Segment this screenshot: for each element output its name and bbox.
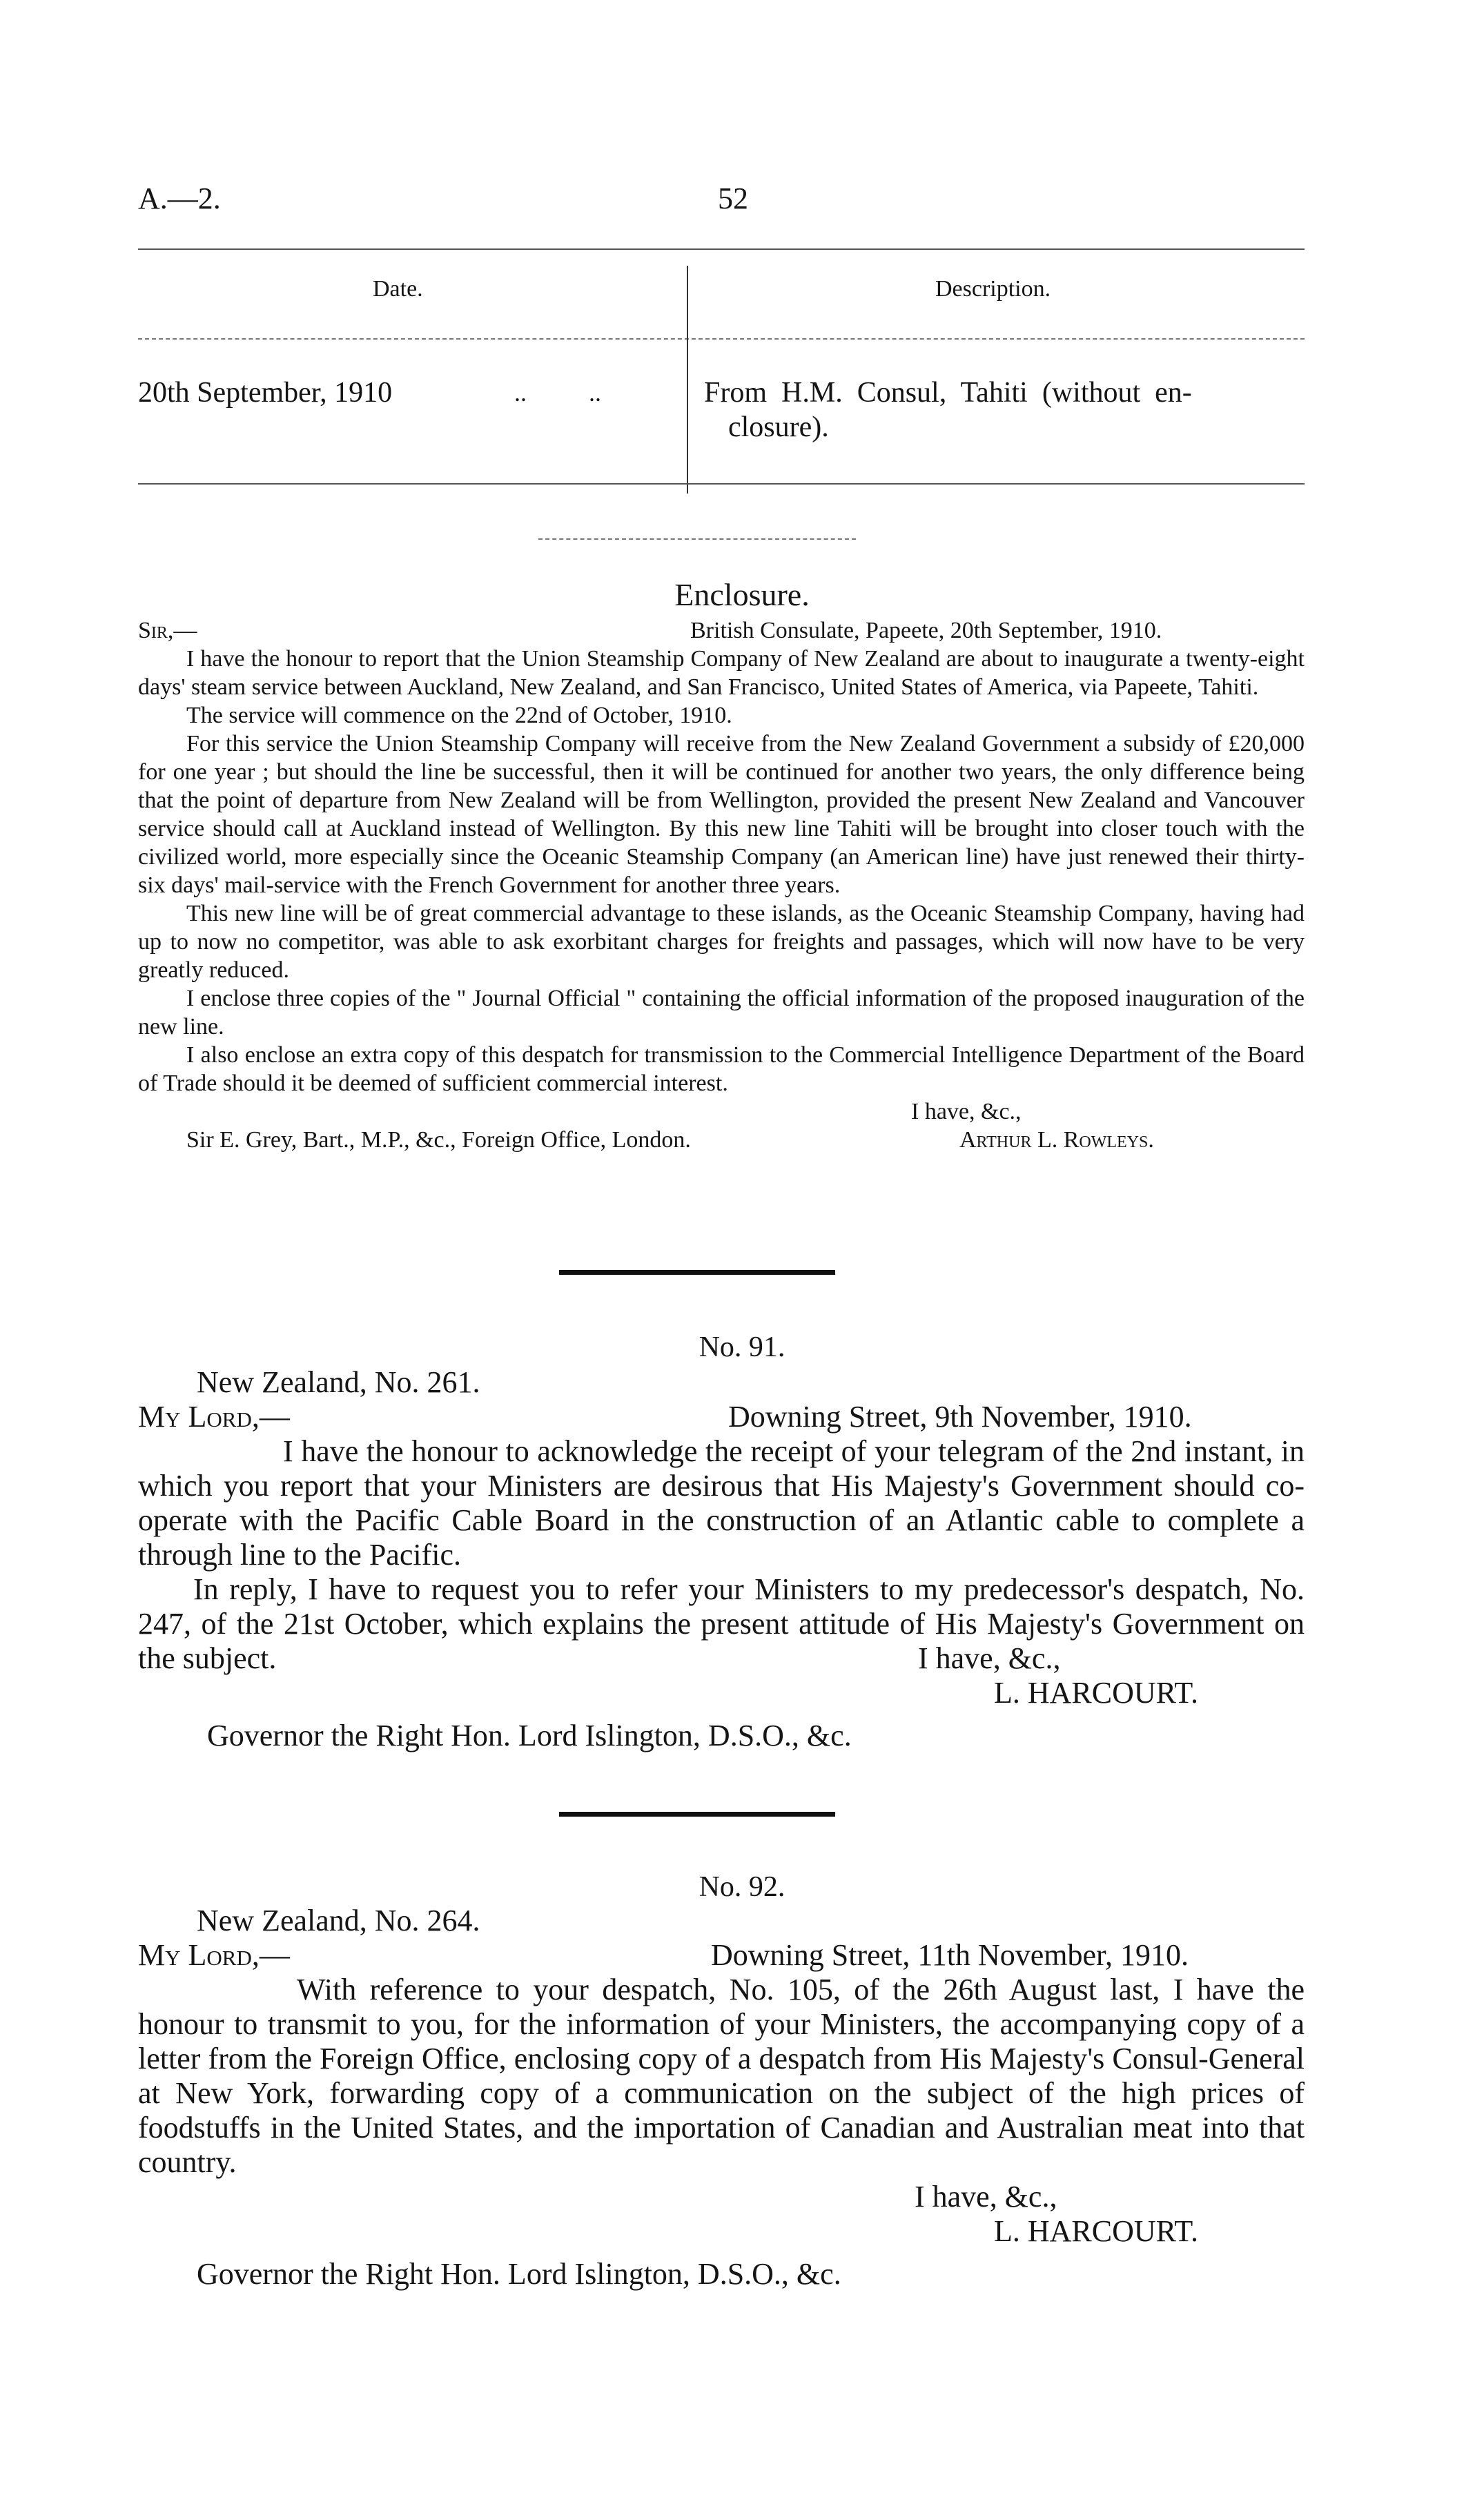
enclosure-paragraph: I have the honour to report that the Union Steamship Company of New Zealand are about to inaugurate a twenty-eight days' steam service between Auckland, New Zealand, and San Francisco, United States of America, via Papeete, Tahiti.: [138, 646, 1305, 700]
despatch-paragraph: I have the honour to acknowledge the receipt of your telegram of the 2nd instant, in which you report that your Ministers are desirous that His Majesty's Government should co-operate with the Pacific Cable Board in the construction of an Atlantic cable to complete a through line to the Pacific.: [138, 1434, 1305, 1572]
despatch-reference: New Zealand, No. 264.: [197, 1904, 480, 1937]
enclosure-addressee: Sir E. Grey, Bart., M.P., &c., Foreign Office, London.: [186, 1127, 691, 1153]
despatch-signature: L. HARCOURT.: [994, 2214, 1198, 2248]
table-header-description: Description.: [935, 276, 1051, 302]
enclosure-salutation: Sir,—: [138, 618, 197, 643]
table-cell-description-2: closure).: [728, 411, 829, 443]
despatch-body: [138, 1365, 1305, 1753]
page-number: 52: [718, 182, 748, 215]
enclosure-place-date: British Consulate, Papeete, 20th September, 1910.: [690, 618, 1162, 643]
despatch-number: No. 92.: [699, 1871, 785, 1903]
table-header-rule: [138, 338, 1305, 340]
despatch-closing: I have, &c.,: [915, 2180, 1057, 2214]
despatch-body: [138, 1904, 1305, 2292]
enclosure-heading: Enclosure.: [674, 577, 810, 612]
section-separator: [559, 1270, 835, 1275]
despatch-salutation: My Lord,—: [138, 1938, 290, 1972]
despatch-addressee: Governor the Right Hon. Lord Islington, D.S.O., &c.: [207, 1719, 852, 1752]
enclosure-paragraph: I enclose three copies of the " Journal Official " containing the official information of the proposed inauguration of the new line.: [138, 986, 1305, 1039]
table-column-divider: [687, 266, 688, 494]
table-cell-description-1: From H.M. Consul, Tahiti (without en-: [704, 377, 1192, 409]
page-ref: A.—2.: [138, 182, 221, 215]
despatch-paragraph: With reference to your despatch, No. 105, of the 26th August last, I have the honour to transmit to you, for the information of your Ministers, the accompanying copy of a letter from the Foreign Office, enclosing copy of a despatch from His Majesty's Consul-General at New York, forwarding copy of a communication on the subject of the high prices of foodstuffs in the United States, and the importation of Canadian and Australian meat into that country.: [138, 1973, 1305, 2179]
enclosure-paragraph: The service will commence on the 22nd of October, 1910.: [186, 703, 732, 728]
enclosure-paragraph: This new line will be of great commercial advantage to these islands, as the Oceanic Steamship Company, having had up to now no competitor, was able to ask exorbitant charges for freights and passages, which will now have to be very greatly reduced.: [138, 901, 1305, 983]
despatch-place-date: Downing Street, 9th November, 1910.: [728, 1400, 1192, 1434]
table-cell-leader: .. ..: [514, 379, 601, 407]
enclosure-paragraph: I also enclose an extra copy of this despatch for transmission to the Commercial Intelligence Department of the Board of Trade should it be deemed of sufficient commercial interest.: [138, 1042, 1305, 1096]
despatch-addressee: Governor the Right Hon. Lord Islington, D.S.O., &c.: [197, 2257, 841, 2291]
table-bottom-rule: [138, 483, 1305, 485]
despatch-signature: L. HARCOURT.: [994, 1676, 1198, 1710]
despatch-number: No. 91.: [699, 1331, 785, 1363]
section-separator: [559, 1812, 835, 1817]
enclosure-paragraph: For this service the Union Steamship Company will receive from the New Zealand Government a subsidy of £20,000 for one year ; but should the line be successful, then it will be continued for another two years, the only difference being that the point of departure from New Zealand will be from Wellington, provided the present New Zealand and Vancouver service should call at Auckland instead of Wellington. By this new line Tahiti will be brought into closer touch with the civilized world, more especially since the Oceanic Steamship Company (an American line) have just renewed their thirty-six days' mail-service with the French Government for another three years.: [138, 731, 1305, 898]
table-header-date: Date.: [373, 276, 423, 302]
section-divider: [538, 538, 856, 540]
despatch-paragraph: In reply, I have to request you to refer your Ministers to my predecessor's despatch, No. 247, of the 21st October, which explains the present attitude of His Majesty's Government on the subject.: [138, 1572, 1305, 1675]
despatch-closing: I have, &c.,: [918, 1641, 1061, 1675]
despatch-reference: New Zealand, No. 261.: [197, 1365, 480, 1399]
table-top-rule: [138, 248, 1305, 250]
table-cell-date: 20th September, 1910: [138, 377, 393, 409]
despatch-salutation: My Lord,—: [138, 1400, 290, 1434]
enclosure-closing: I have, &c.,: [911, 1099, 1022, 1124]
despatch-place-date: Downing Street, 11th November, 1910.: [711, 1938, 1189, 1972]
enclosure-body: [138, 616, 1305, 1154]
enclosure-signature: Arthur L. Rowleys.: [959, 1127, 1154, 1153]
